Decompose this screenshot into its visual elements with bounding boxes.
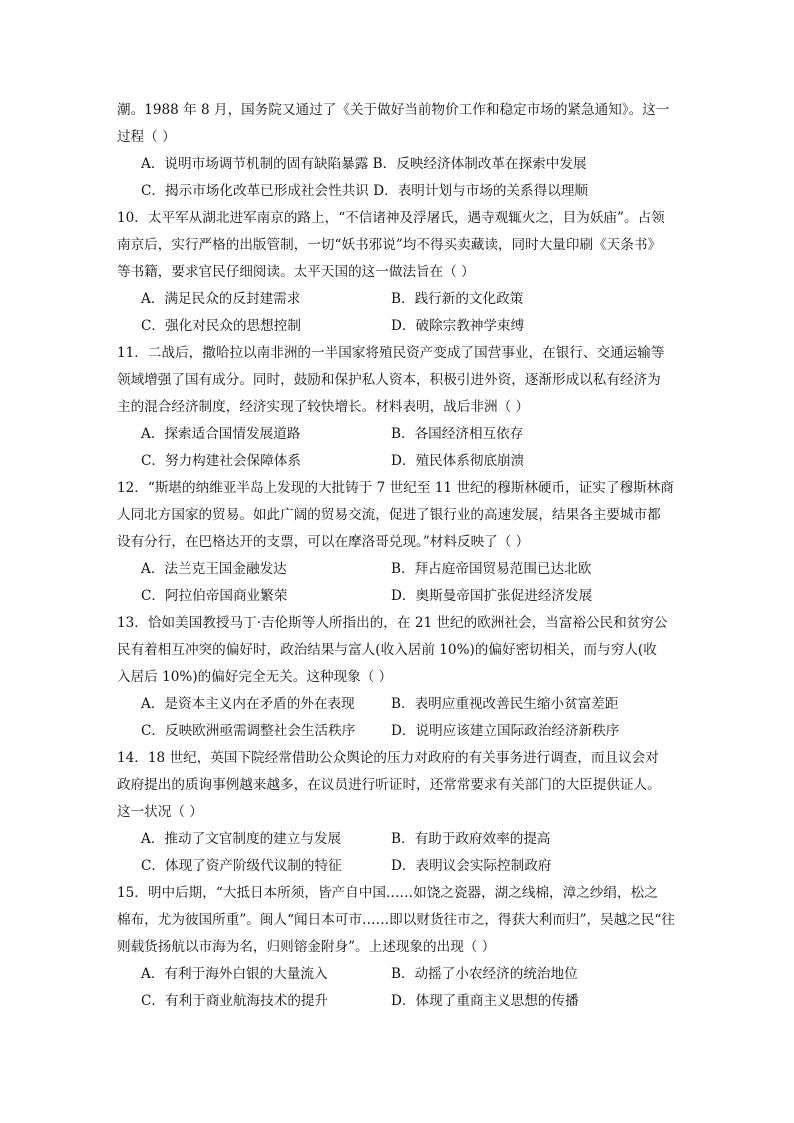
question-9-stem-line: 过程（ ） [117,129,176,145]
question-15-option-c: C．有利于商业航海技术的提升 [141,993,329,1009]
question-11-stem-line: 领域增强了国有成分。同时，鼓励和保护私人资本，积极引进外资，逐渐形成以私有经济为 [117,372,661,388]
question-9 [117,97,687,205]
question-10-options-ab [117,286,687,313]
question-9-stem-line: 潮。1988 年 8 月，国务院又通过了《关于做好当前物价工作和稳定市场的紧急通知》。这一 [117,102,670,118]
question-14-stem-line: 这一状况（ ） [117,804,203,820]
question-14-options-ab [117,826,687,853]
question-9-options-ab [117,151,687,178]
question-15-option-b: B．动摇了小农经济的统治地位 [391,966,578,982]
question-12-option-b: B．拜占庭帝国贸易范围已达北欧 [391,561,592,577]
question-14-options-cd [117,853,687,880]
question-13-option-d: D．说明应该建立国际政治经济新秩序 [391,723,620,739]
question-14-option-d: D．表明议会实际控制政府 [391,858,552,874]
question-14-stem-line: 14．18 世纪，英国下院经常借助公众舆论的压力对政府的有关事务进行调查，而且议会对 [117,750,659,766]
question-13-option-b: B．表明应重视改善民生缩小贫富差距 [391,696,619,712]
question-15-options-ab [117,961,687,988]
question-11-option-b: B．各国经济相互依存 [391,426,524,442]
question-15-stem-line: 则载货扬航以市海为名，归则镕金附身”。上述现象的出现（ ） [117,939,496,955]
question-13-stem-line: 13．恰如美国教授马丁·吉伦斯等人所指出的，在 21 世纪的欧洲社会，当富裕公民和贫穷公 [117,615,668,631]
question-9-option-row: A．说明市场调节机制的固有缺陷暴露 B．反映经济体制改革在探索中发展 [141,156,587,172]
question-10-option-a: A．满足民众的反封建需求 [141,291,301,307]
question-10-option-c: C．强化对民众的思想控制 [141,318,301,334]
question-13-stem-line: 民有着相互冲突的偏好时，政治结果与富人(收入居前 10%)的偏好密切相关，而与穷人(收 [117,642,657,658]
question-14-option-c: C．体现了资产阶级代议制的特征 [141,858,342,874]
question-12-options-ab [117,556,687,583]
question-13 [117,610,687,745]
question-13-options-cd [117,718,687,745]
question-10-options-cd [117,313,687,340]
question-10-option-d: D．破除宗教神学束缚 [391,318,525,334]
question-15-option-a: A．有利于海外白银的大量流入 [141,966,328,982]
question-13-stem-line: 入居后 10%)的偏好完全无关。这种现象（ ） [117,669,393,685]
question-12 [117,475,687,610]
question-13-options-ab [117,691,687,718]
question-12-options-cd [117,583,687,610]
question-11-option-d: D．殖民体系彻底崩溃 [391,453,525,469]
question-14 [117,745,687,880]
question-11-stem-line: 11．二战后，撒哈拉以南非洲的一半国家将殖民资产变成了国营事业，在银行、交通运输等 [117,345,665,361]
question-11-options-cd [117,448,687,475]
question-9-options-cd [117,178,687,205]
question-12-stem-line: 人同北方国家的贸易。如此广阔的贸易交流，促进了银行业的高速发展，结果各主要城市都 [117,507,661,523]
question-list [117,97,687,1015]
question-15-stem-line: 棉布，尤为彼国所重”。闽人“闻日本可市……即以财货往市之，得获大利而归”，吴越之民“往 [117,912,675,928]
question-15-option-d: D．体现了重商主义思想的传播 [391,993,579,1009]
question-10-stem-line: 10．太平军从湖北进军南京的路上，“不信诸神及浮屠氏，遇寺观辄火之，目为妖庙”。占领 [117,210,665,226]
question-11-options-ab [117,421,687,448]
question-15-options-cd [117,988,687,1015]
question-15 [117,880,687,1015]
question-10-stem-line: 南京后，实行严格的出版管制，一切“妖书邪说”均不得买卖藏读，同时大量印刷《天条书》 [117,237,662,253]
question-10-stem-line: 等书籍，要求官民仔细阅读。太平天国的这一做法旨在（ ） [117,264,475,280]
question-12-option-c: C．阿拉伯帝国商业繁荣 [141,588,288,604]
question-14-option-a: A．推动了文官制度的建立与发展 [141,831,342,847]
question-12-stem-line: 设有分行，在巴格达开的支票，可以在摩洛哥兑现。”材料反映了（ ） [117,534,530,550]
question-12-option-a: A．法兰克王国金融发达 [141,561,287,577]
question-12-stem-line: 12．“斯堪的纳维亚半岛上发现的大批铸于 7 世纪至 11 世纪的穆斯林硬币，证实了穆斯林商 [117,480,674,496]
question-11 [117,340,687,475]
question-14-stem-line: 政府提出的质询事例越来越多，在议员进行听证时，还常常要求有关部门的大臣提供证人。 [117,777,661,793]
question-12-option-d: D．奥斯曼帝国扩张促进经济发展 [391,588,593,604]
question-13-option-c: C．反映欧洲亟需调整社会生活秩序 [141,723,356,739]
question-13-option-a: A．是资本主义内在矛盾的外在表现 [141,696,355,712]
question-10 [117,205,687,340]
question-11-stem-line: 主的混合经济制度，经济实现了较快增长。材料表明，战后非洲（ ） [117,399,530,415]
question-9-option-row: C．揭示市场化改革已形成社会性共识 D．表明计划与市场的关系得以理顺 [141,183,589,199]
question-10-option-b: B．践行新的文化政策 [391,291,524,307]
question-11-option-a: A．探索适合国情发展道路 [141,426,301,442]
question-14-option-b: B．有助于政府效率的提高 [391,831,551,847]
question-11-option-c: C．努力构建社会保障体系 [141,453,301,469]
question-15-stem-line: 15．明中后期，“大抵日本所须，皆产自中国……如饶之瓷器，湖之线棉，漳之纱绢，松之 [117,885,658,901]
